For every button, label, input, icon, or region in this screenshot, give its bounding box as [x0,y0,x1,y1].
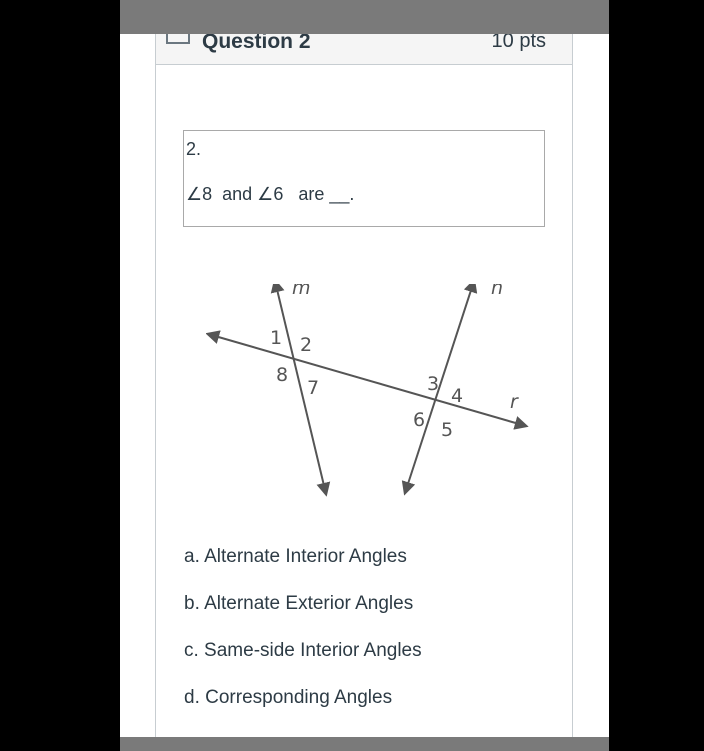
bottom-overlay-band [120,737,609,751]
line-label-r: r [510,391,518,413]
angle-label-6: 6 [413,409,426,431]
question-header [156,34,572,65]
answer-option-d[interactable]: d. Corresponding Angles [184,687,393,708]
line-n [405,284,474,493]
question-text: ∠8 and ∠6 are __. [186,184,355,204]
angle-label-4: 4 [451,385,464,407]
angle-label-8: 8 [276,364,289,386]
answer-option-a[interactable]: a. Alternate Interior Angles [184,546,407,567]
answer-option-c[interactable]: c. Same-side Interior Angles [184,640,422,661]
bookmark-icon[interactable] [166,34,190,44]
transversal-r-line [208,334,526,426]
angle-label-1: 1 [270,327,283,349]
question-number: 2. [186,139,202,159]
angle-label-7: 7 [307,377,320,399]
line-label-m: m [292,284,311,299]
question-card [155,34,573,737]
answer-list [184,543,422,731]
answer-option-b[interactable]: b. Alternate Exterior Angles [184,593,414,614]
question-prompt-box [183,130,545,227]
top-overlay-band [120,0,609,34]
quiz-page [120,34,609,737]
angle-label-5: 5 [441,419,454,441]
question-title: Question 2 [202,34,311,53]
angle-label-3: 3 [427,373,440,395]
line-label-n: n [491,284,504,299]
question-points: 10 pts [491,34,546,52]
geometry-diagram [206,284,586,544]
angle-label-2: 2 [300,334,313,356]
